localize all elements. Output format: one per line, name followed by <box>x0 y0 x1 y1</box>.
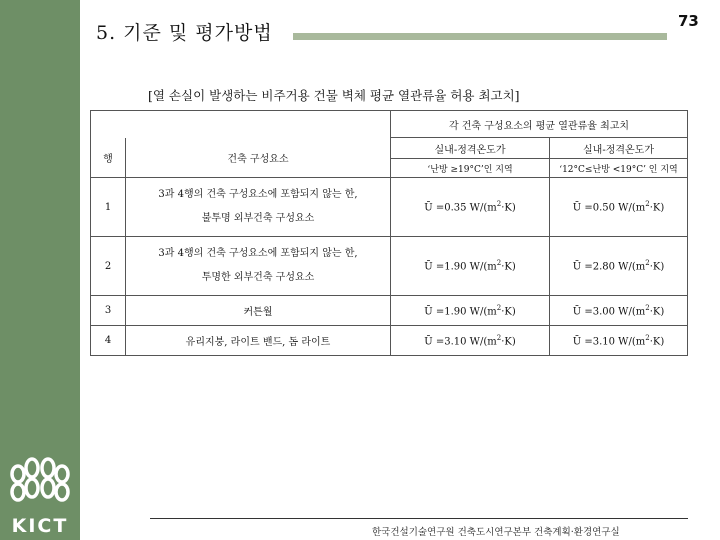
value-text: Ū =3.00 W/(m <box>572 306 646 318</box>
table-header-row <box>91 138 688 159</box>
value-cell-b <box>550 178 688 237</box>
row-number: 2 <box>91 237 126 296</box>
table-row <box>91 237 688 296</box>
table-caption: [열 손실이 발생하는 비주거용 건물 벽체 평균 열관류율 허용 최고치] <box>148 88 520 103</box>
element-line: 3과 4행의 건축 구성요소에 포함되지 않는 한, <box>158 189 358 200</box>
element-cell: 커튼월 <box>126 296 391 326</box>
u-value-table <box>90 110 688 356</box>
header-col-a: 실내-정격온도가 <box>391 138 550 159</box>
value-cell-b <box>550 326 688 356</box>
element-cell: 유리지붕, 라이트 밴드, 돔 라이트 <box>126 326 391 356</box>
value-cell-a <box>391 178 550 237</box>
header-col-a-sub: ‘난방 ≥19°C’인 지역 <box>391 159 550 178</box>
unit-exponent: 2 <box>645 303 650 312</box>
unit-suffix: ·K) <box>501 202 516 214</box>
unit-suffix: ·K) <box>649 336 665 348</box>
unit-exponent: 2 <box>496 303 502 312</box>
element-line: 불투명 외부건축 구성요소 <box>201 213 315 224</box>
value-text: Ū =2.80 W/(m <box>572 261 646 273</box>
table-row <box>91 326 688 356</box>
value-cell-a <box>391 296 550 326</box>
header-group-label: 각 건축 구성요소의 평균 열관류율 최고치 <box>391 111 688 138</box>
unit-suffix: ·K) <box>501 306 516 318</box>
value-text: Ū =3.10 W/(m <box>572 336 646 348</box>
page-number: 73 <box>678 12 699 30</box>
header-row-col: 행 <box>91 138 126 178</box>
row-number: 4 <box>91 326 126 356</box>
logo-text: KICT <box>11 515 69 537</box>
element-cell <box>126 237 391 296</box>
footer-text: 한국건설기술연구원 건축도시연구본부 건축계획·환경연구실 <box>372 527 620 538</box>
row-number: 3 <box>91 296 126 326</box>
value-text: Ū =0.50 W/(m <box>572 202 646 214</box>
header-corner <box>91 111 391 138</box>
unit-suffix: ·K) <box>501 261 516 273</box>
value-text: Ū =0.35 W/(m <box>424 202 497 214</box>
kict-logo <box>4 452 76 538</box>
value-cell-a <box>391 326 550 356</box>
row-number: 1 <box>91 178 126 237</box>
unit-exponent: 2 <box>496 200 502 209</box>
unit-exponent: 2 <box>496 259 502 268</box>
unit-exponent: 2 <box>645 200 650 209</box>
table-row <box>91 296 688 326</box>
unit-exponent: 2 <box>496 333 502 342</box>
value-cell-b <box>550 237 688 296</box>
unit-suffix: ·K) <box>649 202 665 214</box>
sidebar-band <box>0 0 80 540</box>
header-col-b: 실내-정격온도가 <box>550 138 688 159</box>
table-header-row <box>91 111 688 138</box>
element-line: 3과 4행의 건축 구성요소에 포함되지 않는 한, <box>158 248 358 259</box>
footer-rule <box>150 518 688 519</box>
header-element-col: 건축 구성요소 <box>126 138 391 178</box>
header-col-b-sub: ‘12°C≤난방 <19°C’ 인 지역 <box>550 159 688 178</box>
value-cell-b <box>550 296 688 326</box>
unit-suffix: ·K) <box>649 306 665 318</box>
element-cell <box>126 178 391 237</box>
unit-exponent: 2 <box>645 259 650 268</box>
unit-suffix: ·K) <box>649 261 665 273</box>
unit-exponent: 2 <box>645 333 650 342</box>
value-text: Ū =1.90 W/(m <box>424 261 497 273</box>
unit-suffix: ·K) <box>501 336 516 348</box>
slide-title: 5. 기준 및 평가방법 <box>96 22 273 44</box>
value-text: Ū =3.10 W/(m <box>424 336 497 348</box>
title-rule <box>293 33 667 40</box>
table-row <box>91 178 688 237</box>
value-cell-a <box>391 237 550 296</box>
element-line: 투명한 외부건축 구성요소 <box>201 272 315 283</box>
value-text: Ū =1.90 W/(m <box>424 306 497 318</box>
